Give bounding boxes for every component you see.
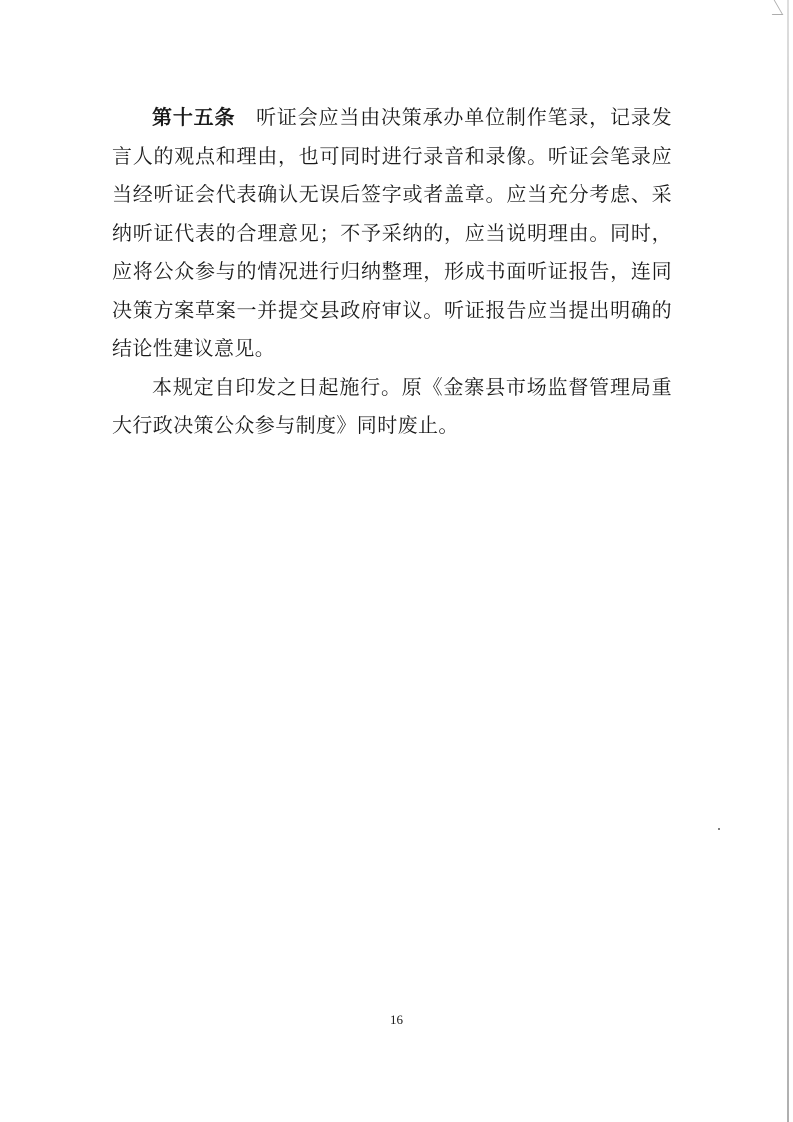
scan-edge	[787, 0, 789, 1122]
scan-speck	[718, 828, 720, 830]
document-body	[112, 98, 672, 445]
page-number: 16	[390, 1012, 403, 1027]
effective-clause-paragraph: 本规定自印发之日起施行。原《金寨县市场监督管理局重大行政决策公众参与制度》同时废止。	[112, 374, 672, 437]
scan-edge-mark	[764, 0, 784, 15]
article-15-text: 听证会应当由决策承办单位制作笔录，记录发言人的观点和理由，也可同时进行录音和录像。听证会笔录应当经听证会代表确认无误后签字或者盖章。应当充分考虑、采纳听证代表的合理意见；不予采纳的，应当说明理由。同时，应将公众参与的情况进行归纳整理，形成书面听证报告，连同决策方案草案一并提交县政府审议。听证报告应当提出明确的结论性建议意见。	[112, 105, 672, 360]
article-15-paragraph	[112, 98, 672, 368]
article-15-heading: 第十五条	[152, 105, 236, 129]
